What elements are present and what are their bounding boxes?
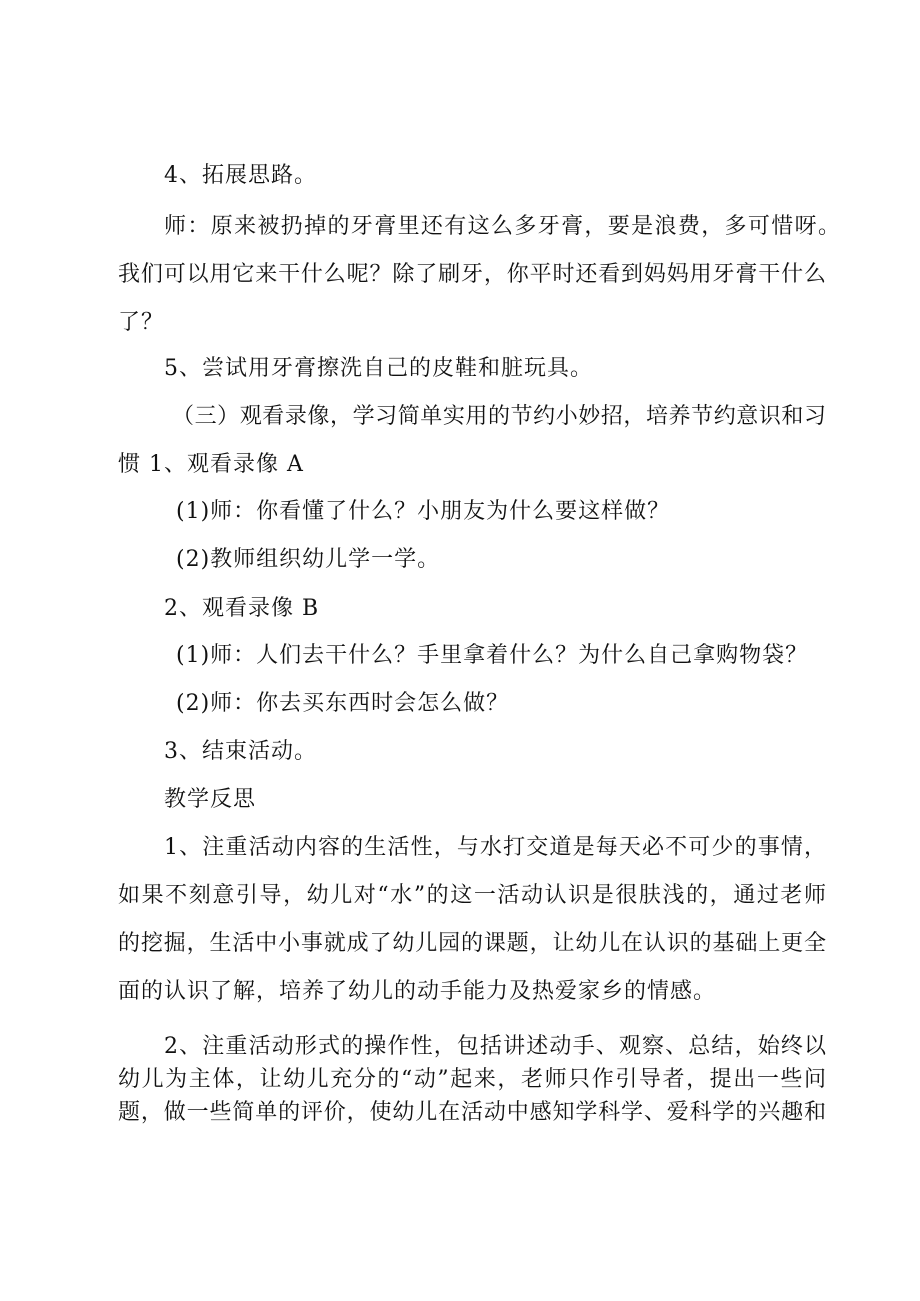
section-heading-teaching-reflection: 教学反思	[164, 787, 257, 812]
text-line-7: 惯 1、观看录像 A	[118, 452, 304, 477]
text-line-15: 1、注重活动内容的生活性，与水打交道是每天必不可少的事情，	[164, 835, 826, 860]
text-line-9: (2)教师组织幼儿学一学。	[176, 547, 441, 572]
text-line-3: 我们可以用它来干什么呢？除了刷牙，你平时还看到妈妈用牙膏干什么	[118, 262, 826, 287]
text-line-17: 的挖掘，生活中小事就成了幼儿园的课题，让幼儿在认识的基础上更全	[118, 931, 826, 956]
text-line-12: (2)师：你去买东西时会怎么做？	[176, 691, 510, 716]
text-line-19: 2、注重活动形式的操作性，包括讲述动手、观察、总结，始终以	[164, 1034, 826, 1059]
text-line-13: 3、结束活动。	[164, 739, 317, 764]
text-line-20: 幼儿为主体，让幼儿充分的“动”起来，老师只作引导者，提出一些问	[118, 1067, 826, 1092]
text-line-18: 面的认识了解，培养了幼儿的动手能力及热爱家乡的情感。	[118, 979, 717, 1004]
text-line-8: (1)师：你看懂了什么？小朋友为什么要这样做？	[176, 499, 671, 524]
text-line-5: 5、尝试用牙膏擦洗自己的皮鞋和脏玩具。	[164, 356, 593, 381]
text-line-2: 师：原来被扔掉的牙膏里还有这么多牙膏，要是浪费，多可惜呀。	[164, 214, 840, 239]
text-line-6: （三）观看录像，学习简单实用的节约小妙招，培养节约意识和习	[172, 404, 826, 429]
text-line-4: 了？	[118, 310, 165, 335]
text-line-10: 2、观看录像 B	[164, 596, 320, 621]
text-line-21: 题，做一些简单的评价，使幼儿在活动中感知学科学、爱科学的兴趣和	[118, 1100, 826, 1125]
text-line-16: 如果不刻意引导，幼儿对“水”的这一活动认识是很肤浅的，通过老师	[118, 883, 826, 908]
text-line-1: 4、拓展思路。	[164, 163, 317, 188]
text-line-11: (1)师：人们去干什么？手里拿着什么？为什么自己拿购物袋？	[176, 643, 809, 668]
